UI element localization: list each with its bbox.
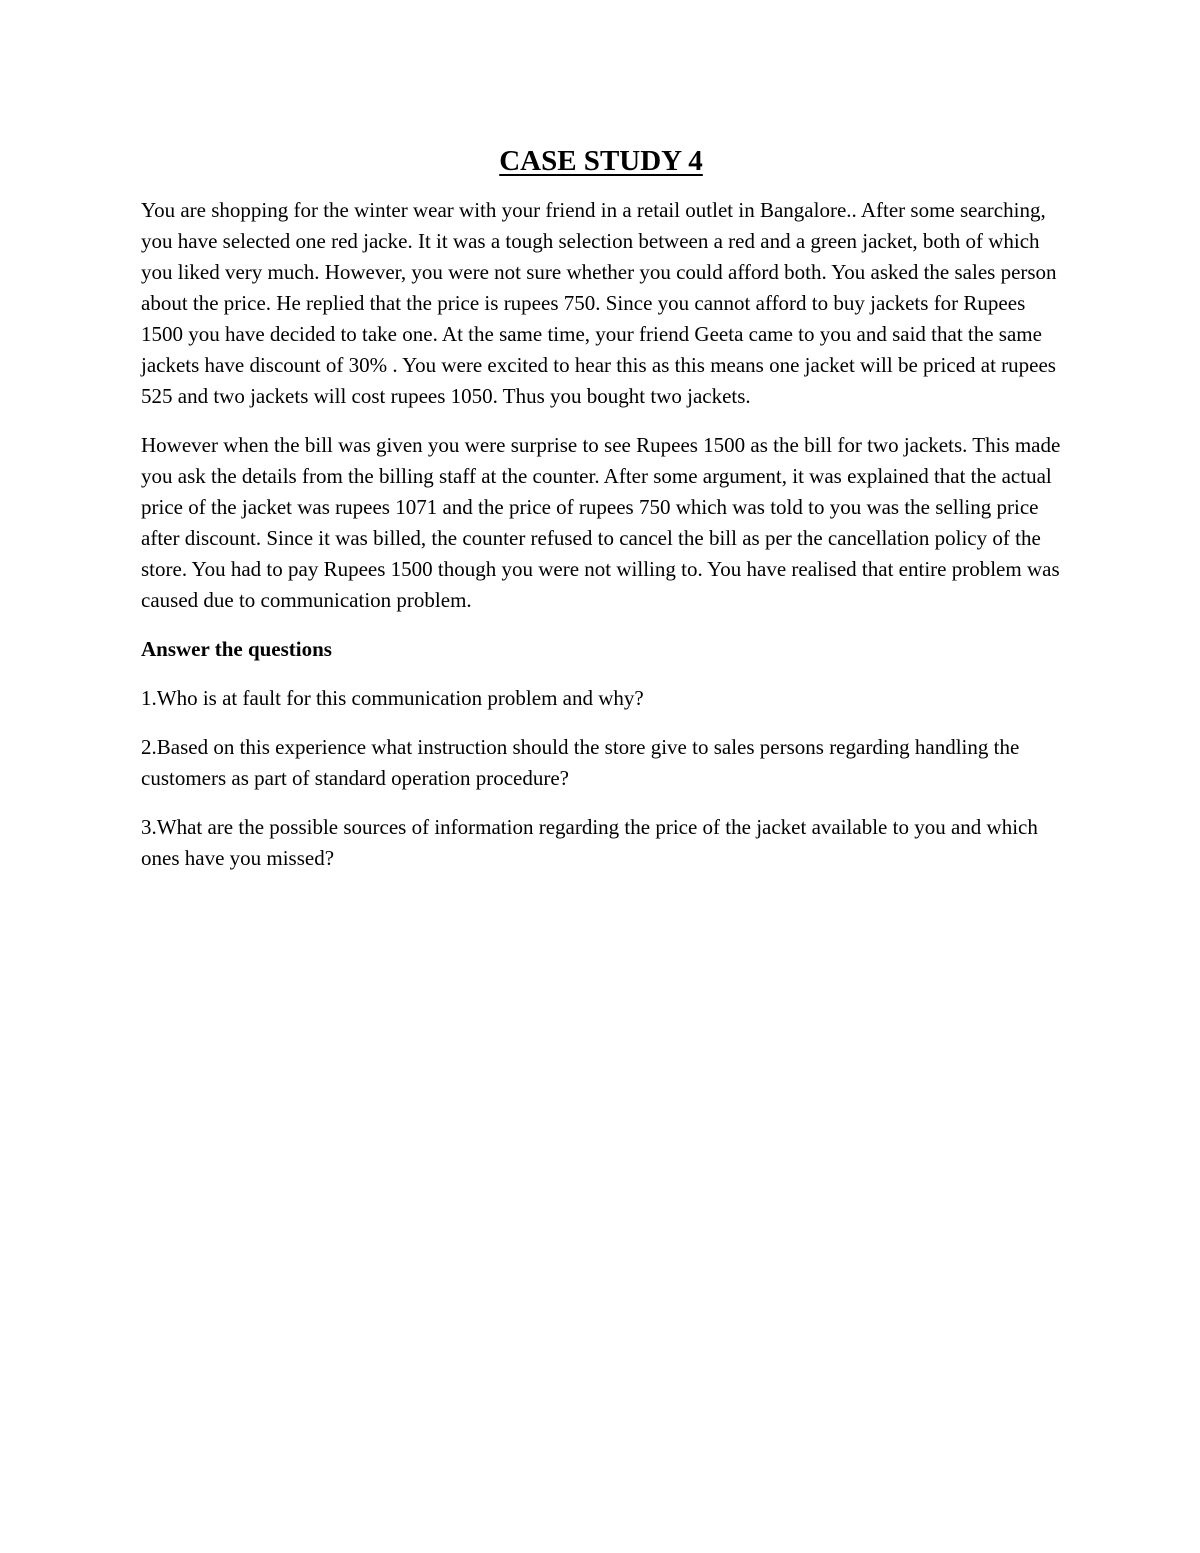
document-title: CASE STUDY 4 [499,145,703,177]
case-paragraph-1: You are shopping for the winter wear with your friend in a retail outlet in Bangalore.. After some searching, you have selected one red jacke. It it was a tough selection between a red and a green jacket, both of which you liked very much. However, you were not sure whether you could afford both. You asked the sales person about the price. He replied that the price is rupees 750. Since you cannot afford to buy jackets for Rupees 1500 you have decided to take one. At the same time, your friend Geeta came to you and said that the same jackets have discount of 30% . You were excited to hear this as this means one jacket will be priced at rupees 525 and two jackets will cost rupees 1050. Thus you bought two jackets. [141,198,1057,408]
questions-heading: Answer the questions [141,637,332,661]
question-1: 1.Who is at fault for this communication problem and why? [141,686,644,710]
question-3: 3.What are the possible sources of information regarding the price of the jacket available to you and which ones have you missed? [141,815,1038,870]
question-2: 2.Based on this experience what instruction should the store give to sales persons regarding handling the customers as part of standard operation procedure? [141,735,1020,790]
case-paragraph-2: However when the bill was given you were surprise to see Rupees 1500 as the bill for two jackets. This made you ask the details from the billing staff at the counter. After some argument, it was explained that the actual price of the jacket was rupees 1071 and the price of rupees 750 which was told to you was the selling price after discount. Since it was billed, the counter refused to cancel the bill as per the cancellation policy of the store. You had to pay Rupees 1500 though you were not willing to. You have realised that entire problem was caused due to communication problem. [141,433,1061,612]
document-content [141,143,1061,892]
